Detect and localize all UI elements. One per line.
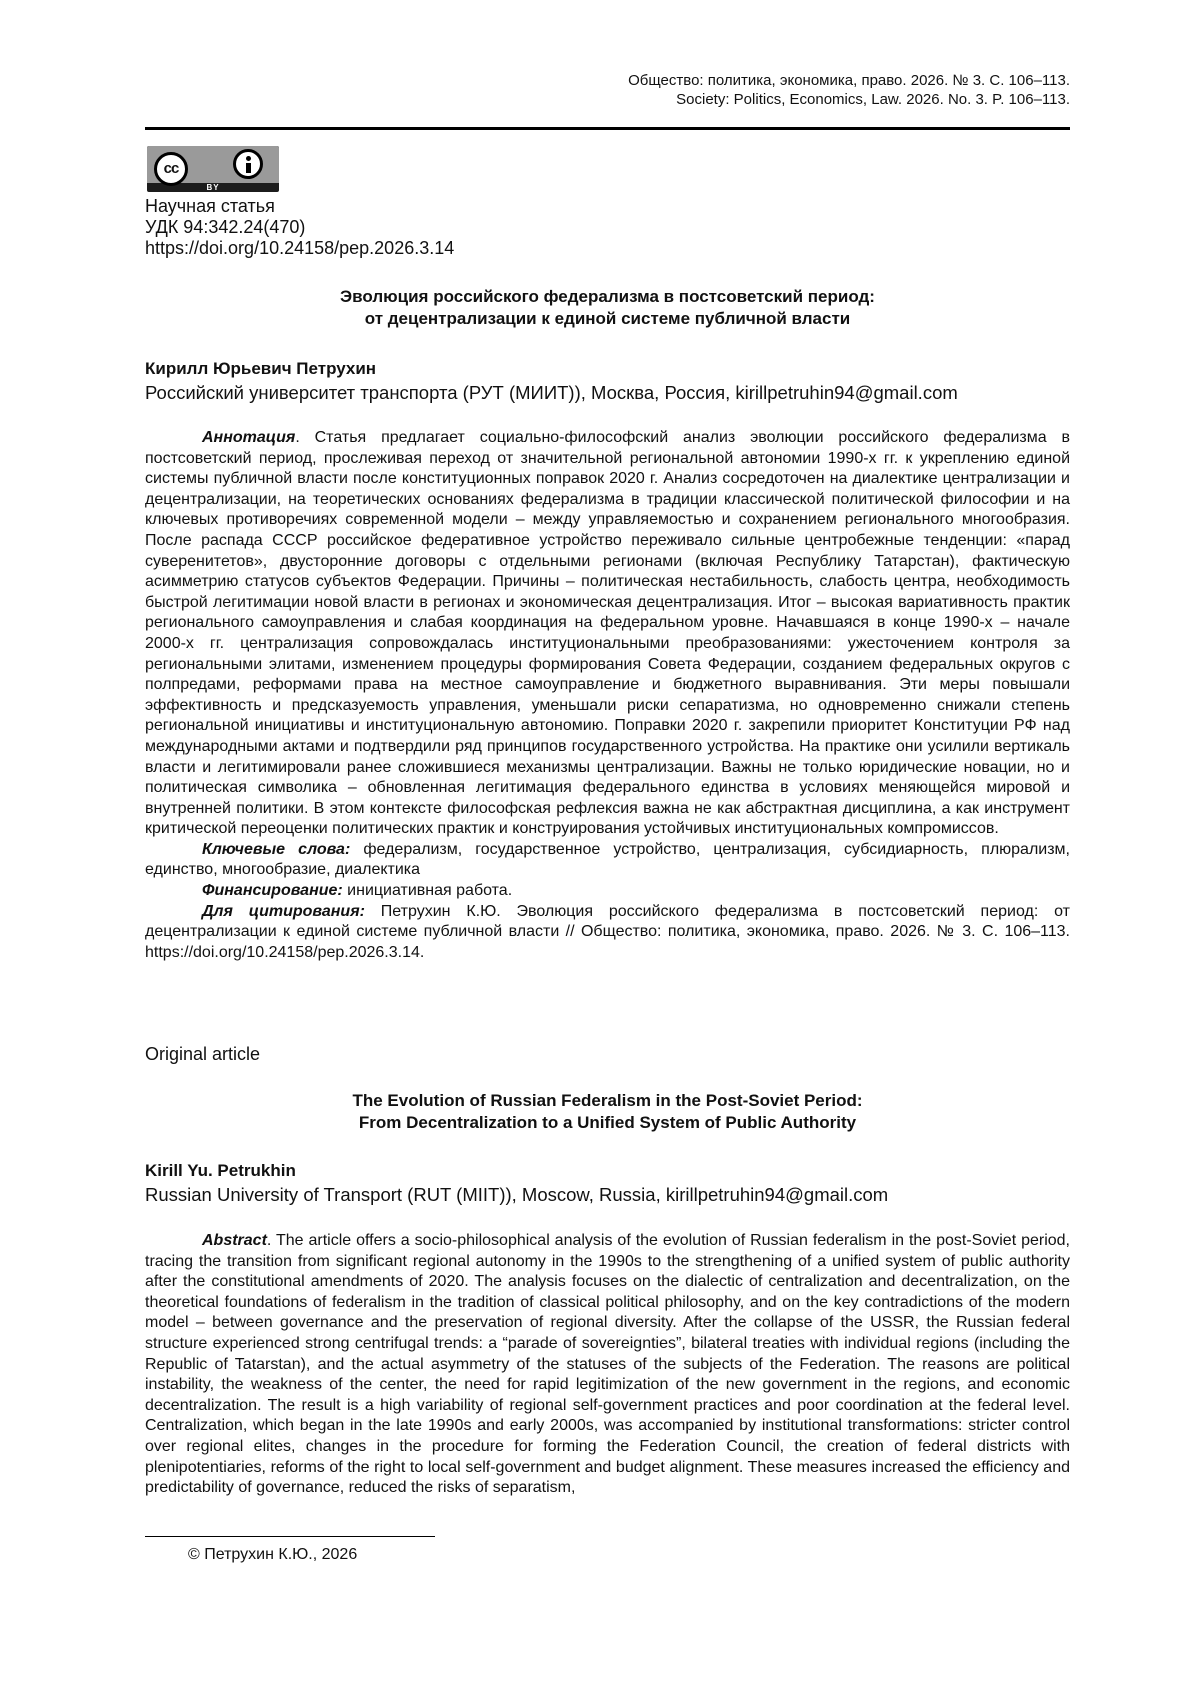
udc-code: УДК 94:342.24(470) bbox=[145, 217, 306, 237]
article-type-en: Original article bbox=[145, 1044, 261, 1064]
attribution-icon-head bbox=[246, 156, 251, 161]
author-name-ru: Кирилл Юрьевич Петрухин bbox=[145, 359, 377, 378]
attribution-icon-body bbox=[246, 163, 251, 173]
abstract-ru bbox=[145, 428, 1070, 963]
title-en-line1: The Evolution of Russian Federalism in the Post-Soviet Period: bbox=[352, 1091, 863, 1110]
funding-ru bbox=[145, 881, 1070, 902]
attribution-icon bbox=[233, 149, 263, 179]
author-name-en: Kirill Yu. Petrukhin bbox=[145, 1161, 296, 1180]
journal-header bbox=[628, 71, 1070, 109]
header-line-en: Society: Politics, Economics, Law. 2026. No. 3. P. 106–113. bbox=[676, 91, 1070, 108]
title-en-line2: From Decentralization to a Unified System of Public Authority bbox=[358, 1113, 857, 1132]
article-title-en bbox=[145, 1090, 1070, 1134]
author-affiliation-ru: Российский университет транспорта (РУТ (МИИТ)), Москва, Россия, kirillpetruhin94@gmail.com bbox=[145, 382, 958, 403]
abstract-ru-text: . Статья предлагает социально-философский анализ эволюции российского федерализма в постсоветский период, прослеживая переход от значительной региональной автономии 1990-х гг. к укреплению единой системы публичной власти после конституционных поправок 2020 г. Анализ сосредоточен на диалектике централизации и децентрализации, на теоретических основаниях федерализма в традиции классической политической философии и на ключевых противоречиях современной модели – между управляемостью и сохранением регионального многообразия. После распада СССР российское федеративное устройство переживало сильные центробежные тенденции: «парад суверенитетов», двусторонние договоры с отдельными регионами (включая Республику Татарстан), фактическую асимметрию статусов субъектов Федерации. Причины – политическая нестабильность, слабость центра, необходимость быстрой легитимации новой власти в регионах и экономическая децентрализация. Итог – высокая вариативность практик регионального самоуправления и слабая координация на федеральном уровне. Начавшаяся в конце 1990-х – начале 2000-х гг. централизация сопровождалась институциональными преобразованиями: ужесточением контроля за региональными элитами, изменением процедуры формирования Совета Федерации, созданием федеральных округов с полпредами, реформами права на местное самоуправление и бюджетного выравнивания. Эти меры повышали эффективность и предсказуемость управления, уменьшали риски сепаратизма, но одновременно снижали степень региональной инициативы и институциональную автономию. Поправки 2020 г. закрепили приоритет Конституции РФ над международными актами и подтвердили ряд принципов государственного устройства. На практике они усилили вертикаль власти и легитимировали ранее сложившиеся механизмы централизации. Важны не только юридические новации, но и политическая символика – обновленная легитимация федерального единства в условиях меняющейся мировой и внутренней политики. В этом контексте философская рефлексия важна не как абстрактная дисциплина, а как инструмент критической переоценки политических практик и конструирования устойчивых институциональных компромиссов. bbox=[145, 429, 1070, 838]
funding-ru-text: инициативная работа. bbox=[342, 882, 513, 900]
header-divider bbox=[145, 127, 1070, 130]
citation-ru bbox=[145, 902, 1070, 964]
by-label: BY bbox=[206, 183, 220, 192]
citation-ru-label: Для цитирования: bbox=[202, 902, 365, 920]
author-affiliation-en: Russian University of Transport (RUT (MIIT)), Moscow, Russia, kirillpetruhin94@gmail.com bbox=[145, 1184, 889, 1205]
cc-by-license-badge[interactable] bbox=[147, 146, 279, 192]
keywords-ru bbox=[145, 840, 1070, 881]
citation-ru-text: Петрухин К.Ю. Эволюция российского федерализма в постсоветский период: от децентрализации к единой системе публичной власти // Общество: политика, экономика, право. 2026. № 3. С. 106–113. https://doi.org/10.24158/pep.2026.3.14. bbox=[145, 902, 1070, 961]
copyright-footnote: © Петрухин К.Ю., 2026 bbox=[188, 1546, 358, 1563]
abstract-en-text: . The article offers a socio-philosophical analysis of the evolution of Russian federalism in the post-Soviet period, tracing the transition from significant regional autonomy in the 1990s to the strengthening of a unified system of public authority after the constitutional amendments of 2020. The analysis focuses on the dialectic of centralization and decentralization, on the theoretical foundations of federalism in the tradition of classical political philosophy, and on the key contradictions of the modern model – between governance and the preservation of regional diversity. After the collapse of the USSR, the Russian federal structure experienced strong centrifugal trends: a “parade of sovereignties”, bilateral treaties with individual regions (including the Republic of Tatarstan), and the actual asymmetry of the statuses of the subjects of the Federation. The reasons are political instability, the weakness of the center, the need for rapid legitimization of the new government in the regions, and economic decentralization. The result is a high variability of regional self-government practices and poor coordination at the federal level. Centralization, which began in the late 1990s and early 2000s, was accompanied by institutional transformations: stricter control over regional elites, changes in the procedure for forming the Federation Council, the creation of federal districts with plenipotentiaries, reforms of the right to local self-government and budget alignment. These measures increased the efficiency and predictability of governance, reduced the risks of separatism, bbox=[145, 1232, 1070, 1497]
header-line-ru: Общество: политика, экономика, право. 2026. № 3. С. 106–113. bbox=[628, 72, 1070, 89]
abstract-en-label: Abstract bbox=[202, 1232, 267, 1249]
article-type-ru: Научная статья bbox=[145, 196, 275, 216]
abstract-ru-paragraph bbox=[145, 428, 1070, 840]
title-ru-line2: от децентрализации к единой системе публичной власти bbox=[364, 309, 851, 328]
abstract-en-paragraph bbox=[145, 1231, 1070, 1499]
funding-ru-label: Финансирование: bbox=[202, 882, 343, 900]
abstract-ru-label: Аннотация bbox=[202, 429, 296, 446]
doi-link[interactable]: https://doi.org/10.24158/pep.2026.3.14 bbox=[145, 238, 455, 258]
cc-icon-text: cc bbox=[163, 160, 179, 177]
article-meta bbox=[145, 196, 454, 259]
title-ru-line1: Эволюция российского федерализма в постсоветский период: bbox=[340, 287, 875, 306]
keywords-ru-text: федерализм, государственное устройство, централизация, субсидиарность, плюрализм, единство, многообразие, диалектика bbox=[145, 840, 1071, 879]
creative-commons-icon bbox=[154, 152, 188, 186]
keywords-ru-label: Ключевые слова: bbox=[202, 840, 351, 858]
article-title-ru bbox=[145, 286, 1070, 330]
footnote-divider bbox=[145, 1536, 435, 1537]
abstract-en bbox=[145, 1231, 1070, 1499]
